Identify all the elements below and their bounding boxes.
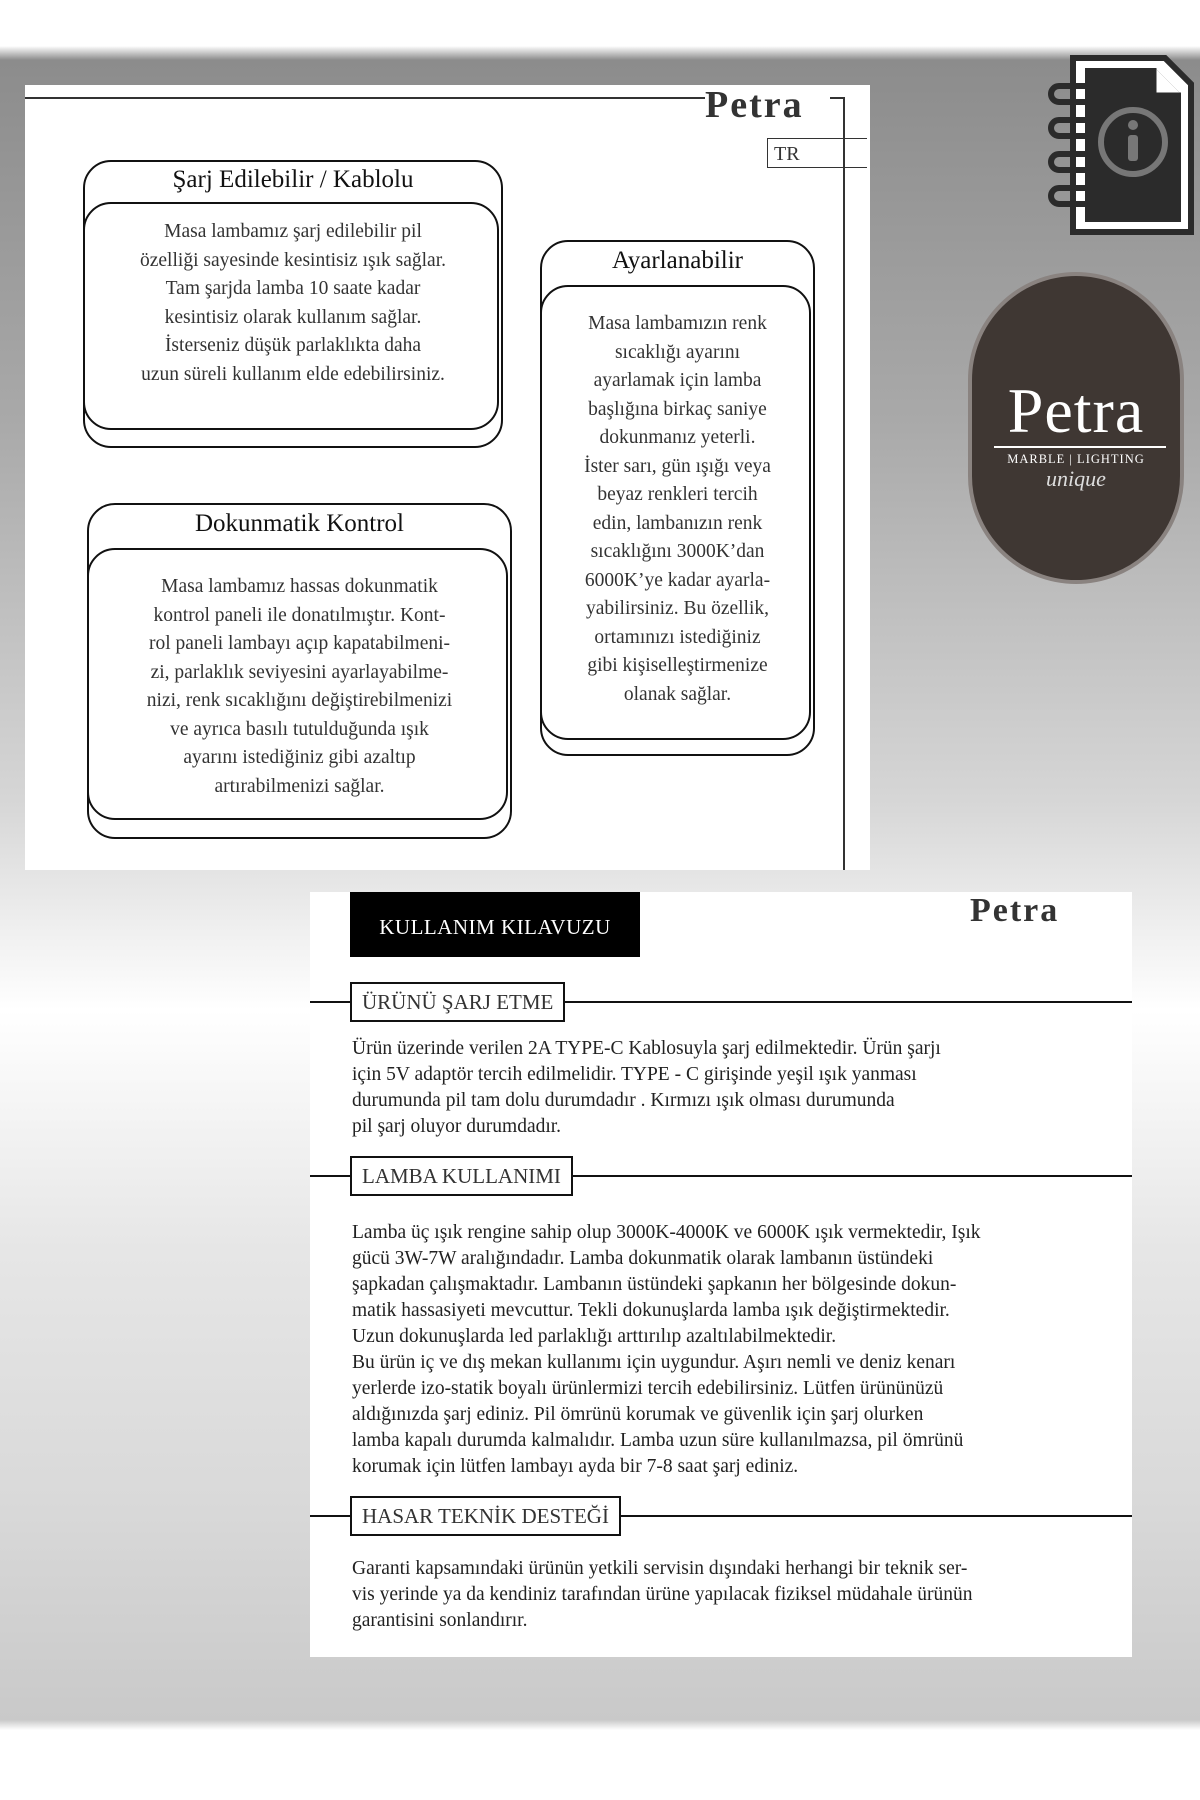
section-text bbox=[352, 1220, 1112, 1480]
features-page bbox=[25, 85, 870, 870]
card-line: Masa lambamızın renk bbox=[588, 313, 767, 334]
text-line: Garanti kapsamındaki ürünün yetkili servisin dışındaki herhangi bir teknik ser- bbox=[352, 1558, 968, 1579]
badge-underline bbox=[994, 446, 1166, 448]
text-line: lamba kapalı durumda kalmalıdır. Lamba uzun süre kullanılmazsa, pil ömrünü bbox=[352, 1430, 964, 1451]
text-line: Uzun dokunuşlarda led parlaklığı arttırılıp azaltılabilmektedir. bbox=[352, 1326, 837, 1347]
card-line: Tam şarjda lamba 10 saate kadar bbox=[165, 278, 421, 299]
card-line: olanak sağlar. bbox=[623, 683, 732, 705]
language-label: TR bbox=[767, 138, 867, 168]
card-line: Masa lambamız şarj edilebilir pil bbox=[164, 221, 422, 242]
text-line: yerlerde izo-statik boyalı ürünlermizi tercih edebilirsiniz. Lütfen ürününüzü bbox=[352, 1378, 944, 1399]
text-line: gücü 3W-7W aralığındadır. Lamba dokunmatik olarak lambanın üstündeki bbox=[352, 1248, 934, 1269]
section-text bbox=[352, 1556, 1112, 1634]
text-line: Bu ürün iç ve dış mekan kullanımı için uygundur. Aşırı nemli ve deniz kenarı bbox=[352, 1352, 956, 1373]
card-line: beyaz renkleri tercih bbox=[597, 484, 758, 505]
card-line: Masa lambamız hassas dokunmatik bbox=[161, 576, 438, 597]
section-label: ÜRÜNÜ ŞARJ ETME bbox=[350, 982, 565, 1022]
card-line: İster sarı, gün ışığı veya bbox=[584, 455, 771, 477]
feature-card-adjustable bbox=[540, 240, 815, 760]
text-line: aldığınızda şarj ediniz. Pil ömrünü korumak ve güvenlik için şarj olurken bbox=[352, 1404, 924, 1425]
manual-title-tab: KULLANIM KILAVUZU bbox=[350, 892, 640, 957]
card-line: artırabilmenizi sağlar. bbox=[214, 775, 385, 797]
text-line: korumak için lütfen lambayı ayda bir 7-8 saat şarj ediniz. bbox=[352, 1456, 799, 1477]
card-line: İsterseniz düşük parlaklıkta daha bbox=[164, 335, 422, 356]
card-line: başlığına birkaç saniye bbox=[588, 398, 767, 420]
card-line: uzun süreli kullanım elde edebilirsiniz. bbox=[141, 363, 445, 385]
text-line: vis yerinde ya da kendiniz tarafından ürüne yapılacak fiziksel müdahale ürünün bbox=[352, 1584, 973, 1605]
badge-brand-name: Petra bbox=[1007, 375, 1145, 446]
card-line: gibi kişiselleştirmenize bbox=[587, 655, 768, 676]
card-line: zi, parlaklık seviyesini ayarlayabilme- bbox=[150, 661, 449, 683]
card-line: nizi, renk sıcaklığını değiştirebilmenizi bbox=[146, 690, 453, 711]
text-line: şapkadan çalışmaktadır. Lambanın üstündeki şapkanın her bölgesinde dokun- bbox=[352, 1274, 957, 1295]
card-line: kontrol paneli ile donatılmıştır. Kont- bbox=[153, 604, 446, 626]
card-line: ayarlamak için lamba bbox=[593, 370, 762, 391]
brand-badge bbox=[968, 272, 1184, 584]
card-line: rol paneli lambayı açıp kapatabilmeni- bbox=[148, 633, 451, 654]
page-side-rule bbox=[843, 97, 845, 870]
card-line: özelliği sayesinde kesintisiz ışık sağlar. bbox=[140, 249, 446, 271]
petra-logo: Petra bbox=[705, 84, 804, 126]
badge-script-text: unique bbox=[1046, 466, 1106, 491]
card-title: Ayarlanabilir bbox=[612, 247, 743, 274]
card-title: Dokunmatik Kontrol bbox=[194, 510, 404, 537]
card-line: dokunmanız yeterli. bbox=[599, 427, 756, 448]
card-line: kesintisiz olarak kullanım sağlar. bbox=[164, 306, 422, 328]
text-line: için 5V adaptör tercih edilmelidir. TYPE - C girişinde yeşil ışık yanması bbox=[352, 1064, 917, 1085]
card-text bbox=[101, 218, 485, 389]
card-line: edin, lambanızın renk bbox=[592, 512, 763, 534]
petra-logo: Petra bbox=[970, 892, 1060, 929]
text-line: pil şarj oluyor durumdadır. bbox=[352, 1116, 562, 1137]
card-line: ayarını istediğiniz gibi azaltıp bbox=[183, 747, 416, 768]
card-line: yabilirsiniz. Bu özellik, bbox=[585, 598, 770, 619]
card-line: ortamınızı istediğiniz bbox=[594, 626, 761, 648]
card-text bbox=[105, 573, 494, 801]
document-info-icon[interactable] bbox=[1035, 50, 1195, 240]
card-line: sıcaklığını 3000K’dan bbox=[590, 541, 765, 562]
card-line: 6000K’ye kadar ayarla- bbox=[584, 569, 771, 591]
card-title: Şarj Edilebilir / Kablolu bbox=[172, 166, 414, 193]
section-label: LAMBA KULLANIMI bbox=[350, 1156, 573, 1196]
section-label: HASAR TEKNİK DESTEĞİ bbox=[350, 1496, 621, 1536]
feature-card-rechargeable bbox=[83, 160, 503, 450]
text-line: Lamba üç ışık rengine sahip olup 3000K-4000K ve 6000K ışık vermektedir, Işık bbox=[352, 1222, 981, 1243]
feature-card-touch-control bbox=[87, 503, 512, 841]
text-line: garantisini sonlandırır. bbox=[352, 1610, 528, 1631]
header-rule bbox=[25, 97, 705, 99]
card-line: sıcaklığı ayarını bbox=[614, 341, 741, 363]
badge-subtitle: MARBLE | LIGHTING bbox=[1007, 452, 1145, 466]
card-text bbox=[548, 310, 807, 709]
text-line: matik hassasiyeti mevcuttur. Tekli dokunuşlarda lamba ışık değiştirmektedir. bbox=[352, 1300, 950, 1321]
section-text bbox=[352, 1036, 1112, 1140]
user-manual-page bbox=[310, 892, 1132, 1657]
text-line: Ürün üzerinde verilen 2A TYPE-C Kablosuyla şarj edilmektedir. Ürün şarjı bbox=[352, 1038, 941, 1059]
card-line: ve ayrıca basılı tutulduğunda ışık bbox=[170, 718, 429, 740]
text-line: durumunda pil tam dolu durumdadır . Kırmızı ışık olması durumunda bbox=[352, 1090, 895, 1111]
header-rule-hook bbox=[830, 97, 845, 99]
